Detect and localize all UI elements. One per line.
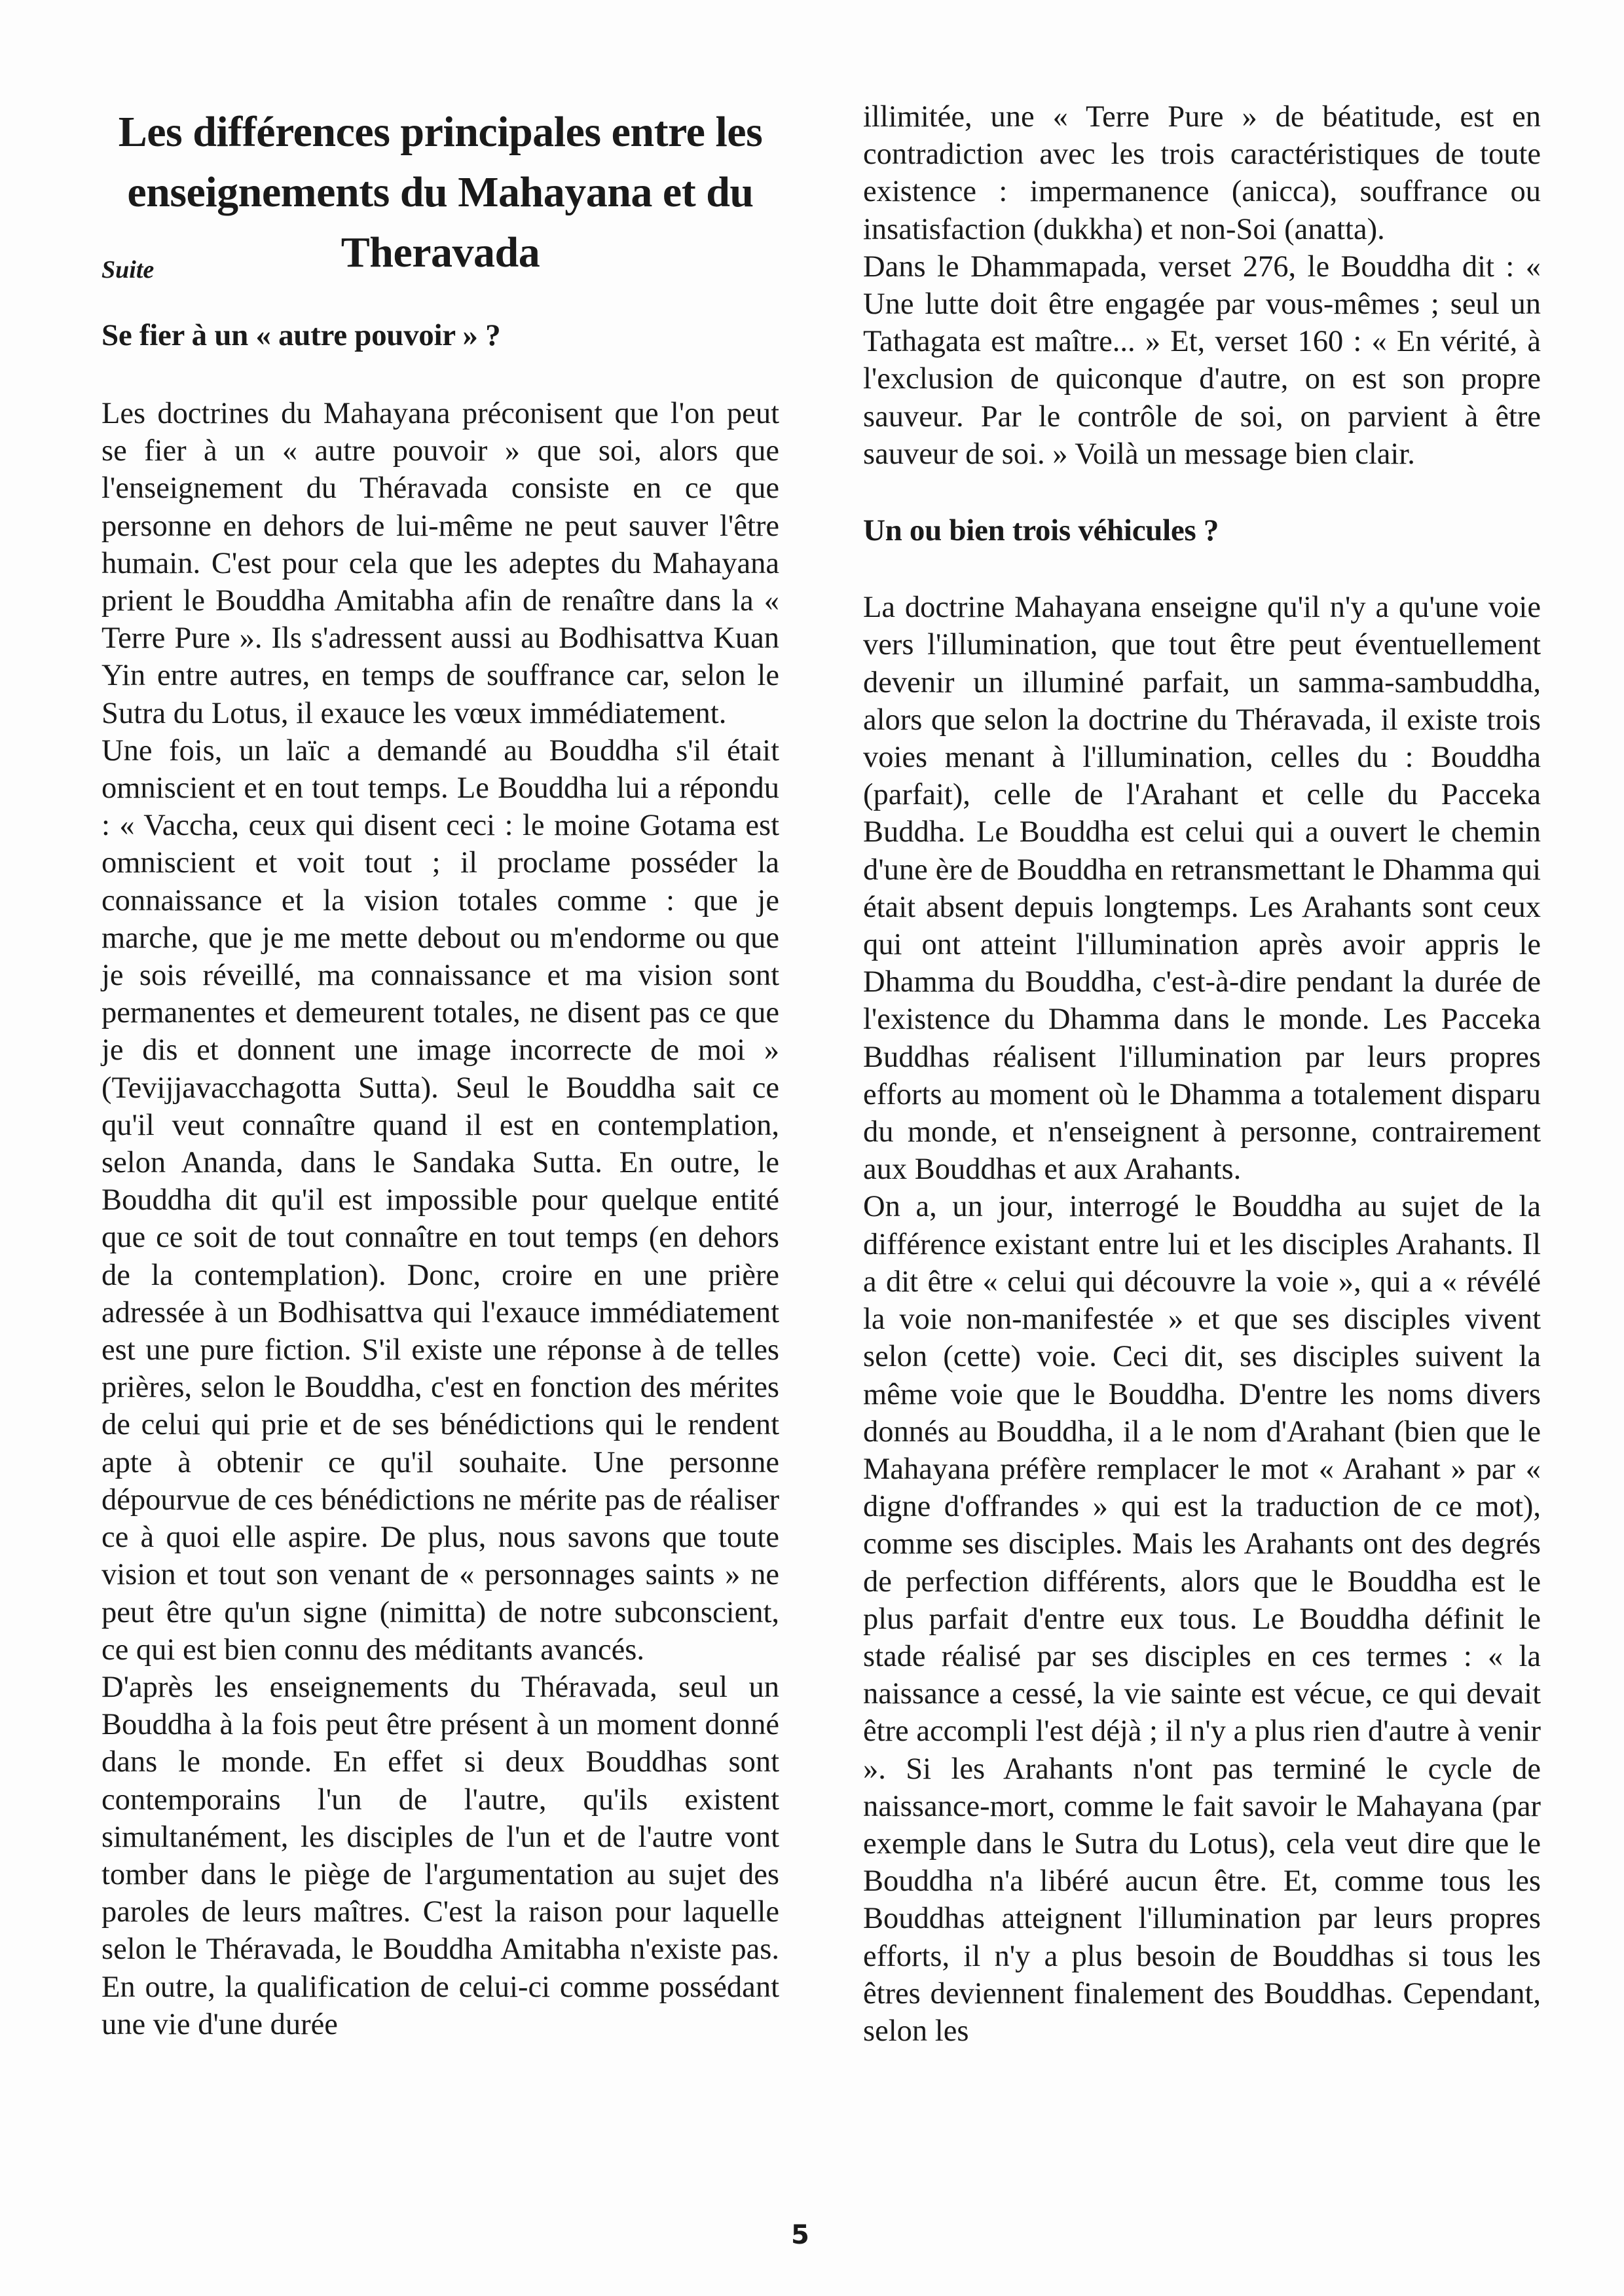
section-heading-vehicules: Un ou bien trois véhicules ? — [863, 513, 1219, 548]
page-number: 5 — [791, 2220, 809, 2250]
paragraph: D'après les enseignements du Théravada, seul un Bouddha à la fois peut être présent à un moment donné dans le monde. En effet si deux Bouddhas sont contemporains l'un de l'autre, qu'ils existent simultanément, les disciples de l'un et de l'autre vont tomber dans le piège de l'argumentation au sujet des paroles de leurs maîtres. C'est la raison pour laquelle selon le Théravada, le Bouddha Amitabha n'existe pas. En outre, la qualification de celui-ci comme possédant une vie d'une durée — [101, 1670, 779, 2041]
paragraph: Une fois, un laïc a demandé au Bouddha s'il était omniscient et en tout temps. Le Bouddha lui a répondu : « Vaccha, ceux qui disent ceci : le moine Gotama est omniscient et voit tout ; il proclame posséder la connaissance et la vision totales comme : que je marche, que je me mette debout ou m'endorme ou que je sois réveillé, ma connaissance et ma vision sont permanentes et demeurent totales, ne disent pas ce que je dis et donnent une image incorrecte de moi » (Tevijjavacchagotta Sutta). Seul le Bouddha sait ce qu'il veut connaître quand il est en contemplation, selon Ananda, dans le Sandaka Sutta. En outre, le Bouddha dit qu'il est impossible pour quelque entité que ce soit de tout connaître en tout temps (en dehors de la contemplation). Donc, croire en une prière adressée à un Bodhisattva qui l'exauce immédiatement est une pure fiction. S'il existe une réponse à de telles prières, selon le Bouddha, c'est en fonction des mérites de celui qui prie et de ses bénédictions qui le rendent apte à obtenir ce qu'il souhaite. Une personne dépourvue de ces bénédictions ne mérite pas de réaliser ce à quoi elle aspire. De plus, nous savons que toute vision et tout son venant de « personnages saints » ne peut être qu'un signe (nimitta) de notre subconscient, ce qui est bien connu des méditants avancés. — [101, 733, 779, 1667]
paragraph: Les doctrines du Mahayana préconisent que l'on peut se fier à un « autre pouvoir » que soi, alors que l'enseignement du Théravada consiste en ce que personne en dehors de lui-même ne peut sauver l'être humain. C'est pour cela que les adeptes du Mahayana prient le Bouddha Amitabha afin de renaître dans la « Terre Pure ». Ils s'adressent aussi au Bodhisattva Kuan Yin entre autres, en temps de souffrance car, selon le Sutra du Lotus, il exauce les vœux immédiatement. — [101, 397, 779, 730]
continuation-label: Suite — [101, 256, 155, 284]
paragraph: On a, un jour, interrogé le Bouddha au sujet de la différence existant entre lui et les disciples Arahants. Il a dit être « celui qui découvre la voie », qui a « révélé la voie non-manifestée » et que ses disciples vivent selon (cette) voie. Ceci dit, ses disciples suivent la même voie que le Bouddha. D'entre les noms divers donnés au Bouddha, il a le nom d'Arahant (bien que le Mahayana préfère remplacer le mot « Arahant » par « digne d'offrandes » qui est la traduction de ce mot), comme ses disciples. Mais les Arahants ont des degrés de perfection différents, alors que le Bouddha est le plus parfait d'entre eux tous. Le Bouddha définit le stade réalisé par ses disciples en ces termes : « la naissance a cessé, la vie sainte est vécue, ce qui devait être accompli l'est déjà ; il n'y a plus rien d'autre à venir ». Si les Arahants n'ont pas terminé le cycle de naissance-mort, comme le fait savoir le Mahayana (par exemple dans le Sutra du Lotus), cela veut dire que le Bouddha n'a libéré aucun être. Et, comme tous les Bouddhas atteignent l'illumination par leurs propres efforts, il n'y a plus besoin de Bouddhas si tous les êtres deviennent finalement des Bouddhas. Cependant, selon les — [863, 1190, 1541, 2048]
paragraph: Dans le Dhammapada, verset 276, le Bouddha dit : « Une lutte doit être engagée par vous-mêmes ; seul un Tathagata est maître... » Et, verset 160 : « En vérité, à l'exclusion de quiconque d'autre, on est son propre sauveur. Par le contrôle de soi, on parvient à être sauveur de soi. » Voilà un message bien clair. — [863, 250, 1541, 471]
article-title: Les différences principales entre les enseignements du Mahayana et du Theravada — [118, 108, 763, 276]
left-column-body — [101, 395, 779, 2043]
paragraph: La doctrine Mahayana enseigne qu'il n'y a qu'une voie vers l'illumination, que tout être peut éventuellement devenir un illuminé parfait, un samma-sambuddha, alors que selon la doctrine du Théravada, il existe trois voies menant à l'illumination, celles du : Bouddha (parfait), celle de l'Arahant et celle du Pacceka Buddha. Le Bouddha est celui qui a ouvert le chemin d'une ère de Bouddha en retransmettant le Dhamma qui était absent depuis longtemps. Les Arahants sont ceux qui ont atteint l'illumination après avoir appris le Dhamma du Bouddha, c'est-à-dire pendant la durée de l'existence du Dhamma dans le monde. Les Pacceka Buddhas réalisent l'illumination par leurs propres efforts au moment où le Dhamma a totalement disparu du monde, et n'enseignent à personne, contrairement aux Bouddhas et aux Arahants. — [863, 591, 1541, 1187]
spacer — [863, 549, 1541, 589]
spacer — [863, 473, 1541, 512]
paragraph: illimitée, une « Terre Pure » de béatitude, est en contradiction avec les trois caractéristiques de toute existence : impermanence (anicca), souffrance ou insatisfaction (dukkha) et non-Soi (anatta). — [863, 100, 1541, 246]
right-column — [863, 98, 1541, 2050]
section-heading-autre-pouvoir: Se fier à un « autre pouvoir » ? — [101, 318, 501, 352]
